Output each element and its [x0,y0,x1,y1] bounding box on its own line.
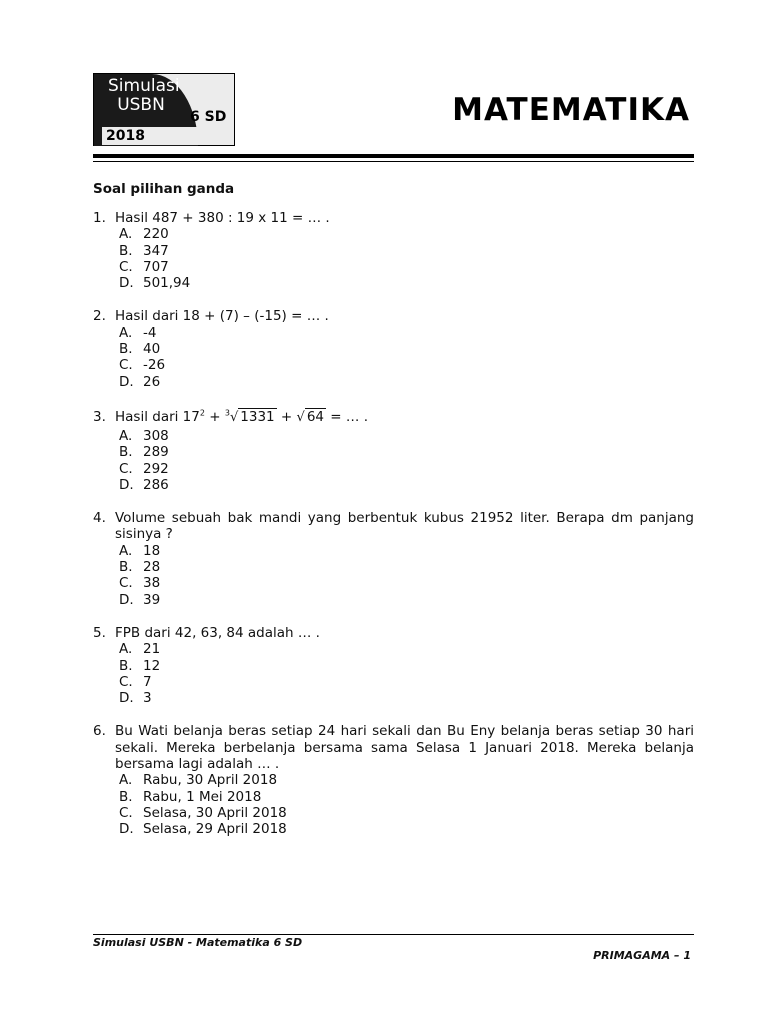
option-d: D. 26 [119,373,161,390]
option-b: B. 12 [119,657,161,674]
question-text: FPB dari 42, 63, 84 adalah … . [115,624,320,641]
question-text: Volume sebuah bak mandi yang berbentuk kubus 21952 liter. Berapa dm panjang sisinya ? [115,510,694,543]
option-b: B. 40 [119,341,161,358]
option-text: 28 [143,559,161,576]
option-c: C. 7 [119,673,152,690]
option-a: A. 21 [119,641,161,658]
header-rule-thick [93,154,694,158]
logo-grade: 6 SD [190,109,227,125]
logo-title: Simulasi USBN [108,76,180,115]
option-c: C. 292 [119,460,169,477]
question-number: 4. [93,510,106,527]
option-text: 286 [143,476,169,493]
square-root-radicand: 64 [306,408,325,425]
footer-page-label: PRIMAGAMA – 1 [593,949,691,962]
option-text: -4 [143,324,157,341]
question-1 [93,210,694,291]
question-5 [93,625,694,706]
option-text: 347 [143,242,169,259]
subject-title: MATEMATIKA [452,92,690,128]
option-text: 7 [143,673,152,690]
question-text: Hasil 487 + 380 : 19 x 11 = … . [115,210,330,226]
option-text: 292 [143,460,169,477]
option-b: B. 289 [119,444,169,461]
option-d: D. 39 [119,591,161,608]
option-text: Rabu, 30 April 2018 [143,772,278,789]
question-text: Bu Wati belanja beras setiap 24 hari sekali dan Bu Eny belanja beras setiap 30 hari sekali. Mereka berbelanja bersama sama Selasa 1 Januari 2018. Mereka belanja bersama lagi adalah … . [115,723,694,773]
option-text: 38 [143,575,161,592]
option-b: B. Rabu, 1 Mei 2018 [119,788,262,805]
logo-year: 2018 [102,127,205,145]
question-3 [93,407,694,493]
radical-sign-icon: √ [296,409,305,425]
question-text: Hasil dari 18 + (7) – (-15) = … . [115,308,329,325]
option-d: D. 3 [119,690,152,707]
option-text: 26 [143,373,161,390]
option-text: 40 [143,341,161,358]
question-text: Hasil dari $17^2 + ^3√$ 1331 + √ 64 = … . [115,408,368,425]
usbn-logo [93,73,235,146]
radical-sign-icon: √ [229,409,239,425]
option-d: D. Selasa, 29 April 2018 [119,821,287,838]
option-a: A. -4 [119,324,157,341]
question-number: 3. [93,408,106,425]
option-c: C. -26 [119,357,166,374]
option-text: Rabu, 1 Mei 2018 [143,788,262,805]
option-b: B. 28 [119,559,161,576]
question-4 [93,510,694,608]
option-a: A. 18 [119,542,161,559]
option-text: Selasa, 29 April 2018 [143,821,287,838]
option-a: A. 220 [119,226,169,243]
header-rule-thin [93,161,694,162]
cube-root-index: 3 [224,408,230,418]
option-text: 3 [143,690,152,707]
option-text: 220 [143,226,169,243]
option-text: 12 [143,657,161,674]
question-2 [93,308,694,389]
footer-title: Simulasi USBN - Matematika 6 SD [93,936,303,949]
question-number: 1. [93,210,106,226]
option-text: 308 [143,427,169,444]
question-list [93,210,694,855]
option-text: Selasa, 30 April 2018 [143,804,287,821]
option-b: B. 347 [119,242,169,259]
option-text: 39 [143,591,161,608]
option-text: 21 [143,641,161,658]
option-c: C. Selasa, 30 April 2018 [119,804,287,821]
option-text: 18 [143,542,161,559]
question-number: 2. [93,308,106,325]
option-a: A. Rabu, 30 April 2018 [119,772,278,789]
option-d: D. 501,94 [119,275,191,292]
cube-root-radicand: 1331 [240,408,275,425]
option-c: C. 707 [119,258,169,275]
question-6 [93,723,694,837]
footer-rule [93,934,694,935]
exponent: 2 [199,408,205,418]
option-text: -26 [143,357,166,374]
option-c: C. 38 [119,575,161,592]
option-a: A. 308 [119,427,169,444]
question-number: 5. [93,624,106,641]
option-text: 501,94 [143,275,191,292]
section-title: Soal pilihan ganda [93,181,235,197]
option-text: 707 [143,258,169,275]
option-text: 289 [143,444,169,461]
question-number: 6. [93,723,106,740]
option-d: D. 286 [119,476,169,493]
